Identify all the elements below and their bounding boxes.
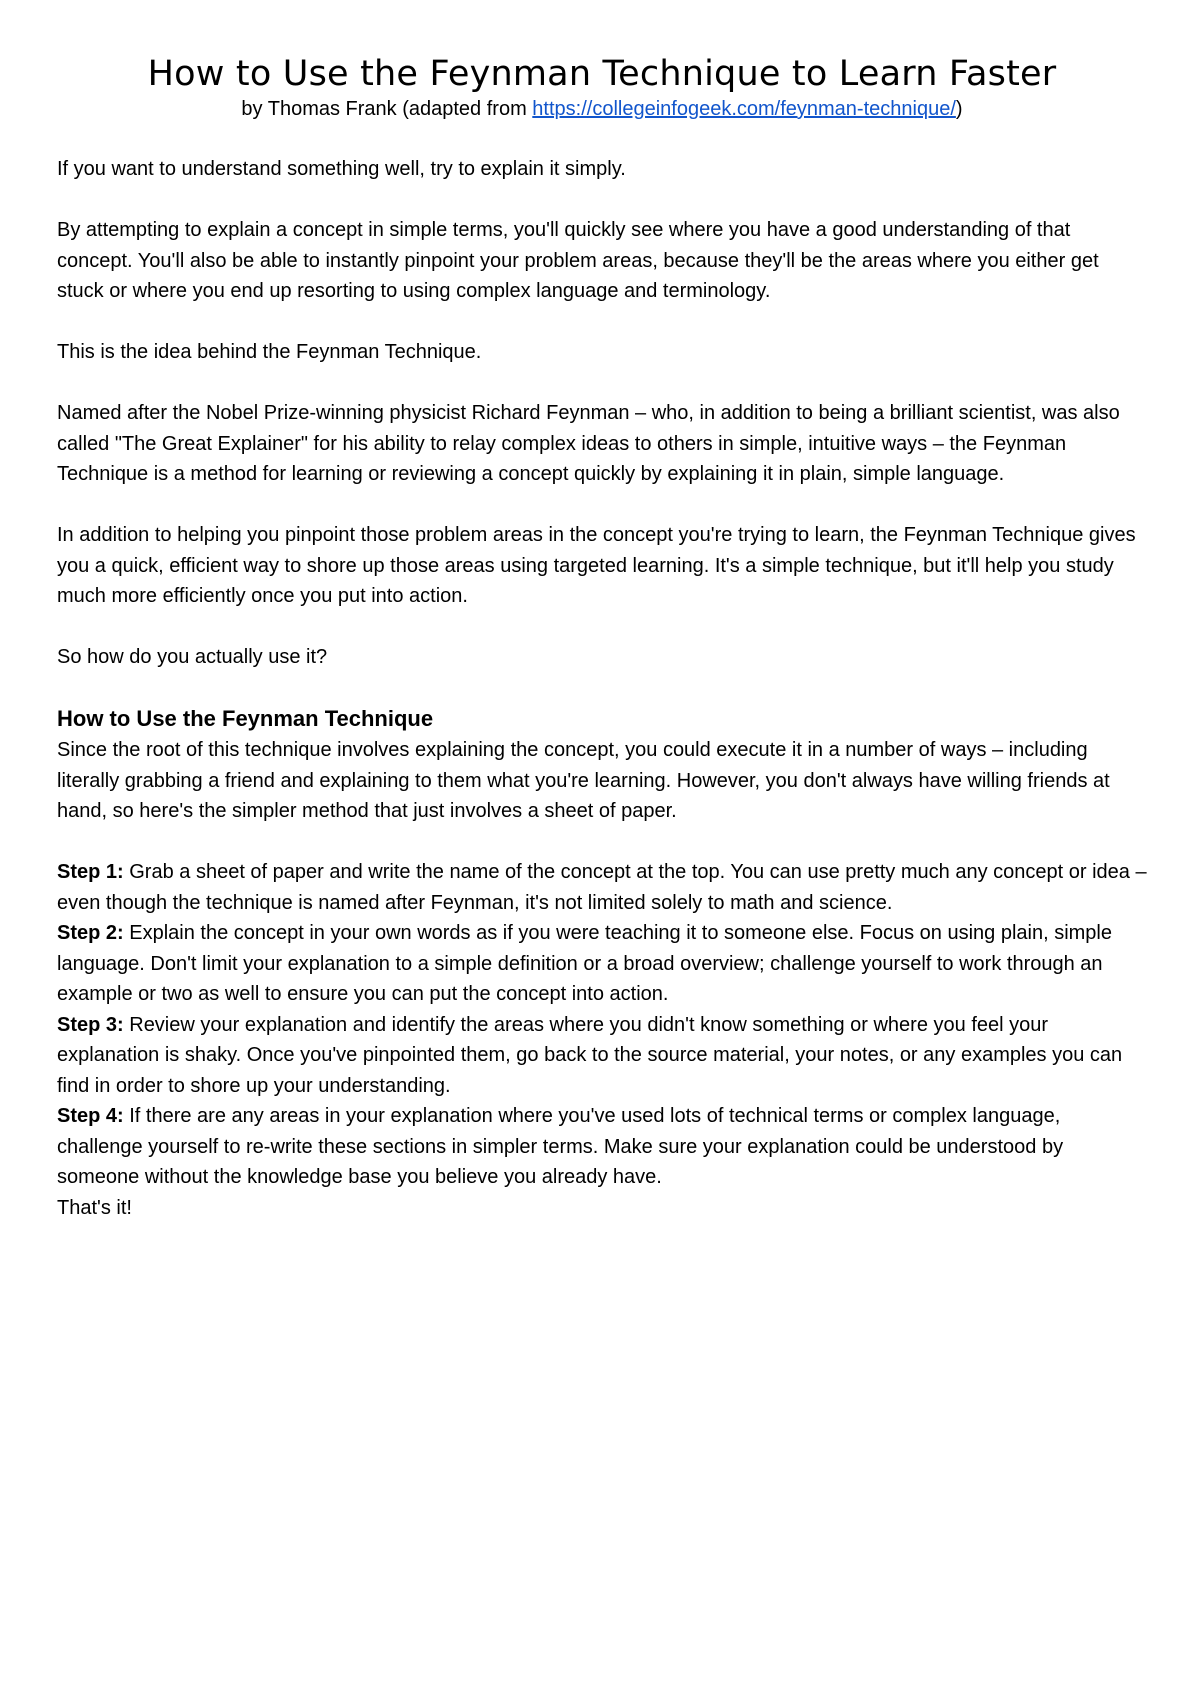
paragraph-intro: If you want to understand something well, try to explain it simply.	[57, 158, 626, 180]
document-title: How to Use the Feynman Technique to Learn Faster	[147, 54, 1057, 94]
step-4	[57, 1101, 1147, 1193]
section-intro: Since the root of this technique involves explaining the concept, you could execute it in a number of ways – including literally grabbing a friend and explaining to them what you're learning. However, you don't always have willing friends at hand, so here's the simpler method that just involves a sheet of paper.	[57, 739, 1110, 822]
step-label: Step 4:	[57, 1105, 124, 1127]
paragraph-explain: By attempting to explain a concept in simple terms, you'll quickly see where you have a good understanding of that concept. You'll also be able to instantly pinpoint your problem areas, because they'll be the areas where you either get stuck or where you end up resorting to using complex language and terminology.	[57, 219, 1099, 302]
step-2	[57, 918, 1147, 1010]
paragraph-idea: This is the idea behind the Feynman Technique.	[57, 341, 482, 363]
step-label: Step 2:	[57, 922, 124, 944]
step-text: If there are any areas in your explanation where you've used lots of technical terms or complex language, challenge yourself to re-write these sections in simpler terms. Make sure your explanation could be understood by someone without the knowledge base you believe you already have.	[57, 1105, 1064, 1188]
source-link[interactable]: https://collegeinfogeek.com/feynman-technique/	[532, 98, 956, 120]
step-text: Explain the concept in your own words as if you were teaching it to someone else. Focus on using plain, simple language. Don't limit your explanation to a simple definition or a broad overview; challenge yourself to work through an example or two as well to ensure you can put the concept into action.	[57, 922, 1112, 1005]
step-3	[57, 1010, 1147, 1102]
document-page	[57, 52, 1147, 1223]
paragraph-named-after: Named after the Nobel Prize-winning physicist Richard Feynman – who, in addition to being a brilliant scientist, was also called "The Great Explainer" for his ability to relay complex ideas to others in simple, intuitive ways – the Feynman Technique is a method for learning or reviewing a concept quickly by explaining it in plain, simple language.	[57, 402, 1120, 485]
closing-line: That's it!	[57, 1196, 132, 1219]
paragraph-question: So how do you actually use it?	[57, 646, 328, 668]
step-1	[57, 857, 1147, 918]
step-text: Review your explanation and identify the areas where you didn't know something or where you feel your explanation is shaky. Once you've pinpointed them, go back to the source material, your notes, or any examples you can find in order to shore up your understanding.	[57, 1013, 1123, 1097]
step-label: Step 3:	[57, 1013, 124, 1036]
step-label: Step 1:	[57, 861, 124, 883]
byline-prefix: by Thomas Frank (adapted from	[241, 98, 533, 120]
byline	[57, 96, 1147, 122]
section-heading: How to Use the Feynman Technique	[57, 706, 434, 731]
byline-suffix: )	[955, 98, 963, 120]
paragraph-pinpoint: In addition to helping you pinpoint those problem areas in the concept you're trying to learn, the Feynman Technique gives you a quick, efficient way to shore up those areas using targeted learning. It's a simple technique, but it'll help you study much more efficiently once you put into action.	[57, 524, 1136, 607]
step-text: Grab a sheet of paper and write the name of the concept at the top. You can use pretty much any concept or idea – even though the technique is named after Feynman, it's not limited solely to math and science.	[57, 861, 1147, 914]
